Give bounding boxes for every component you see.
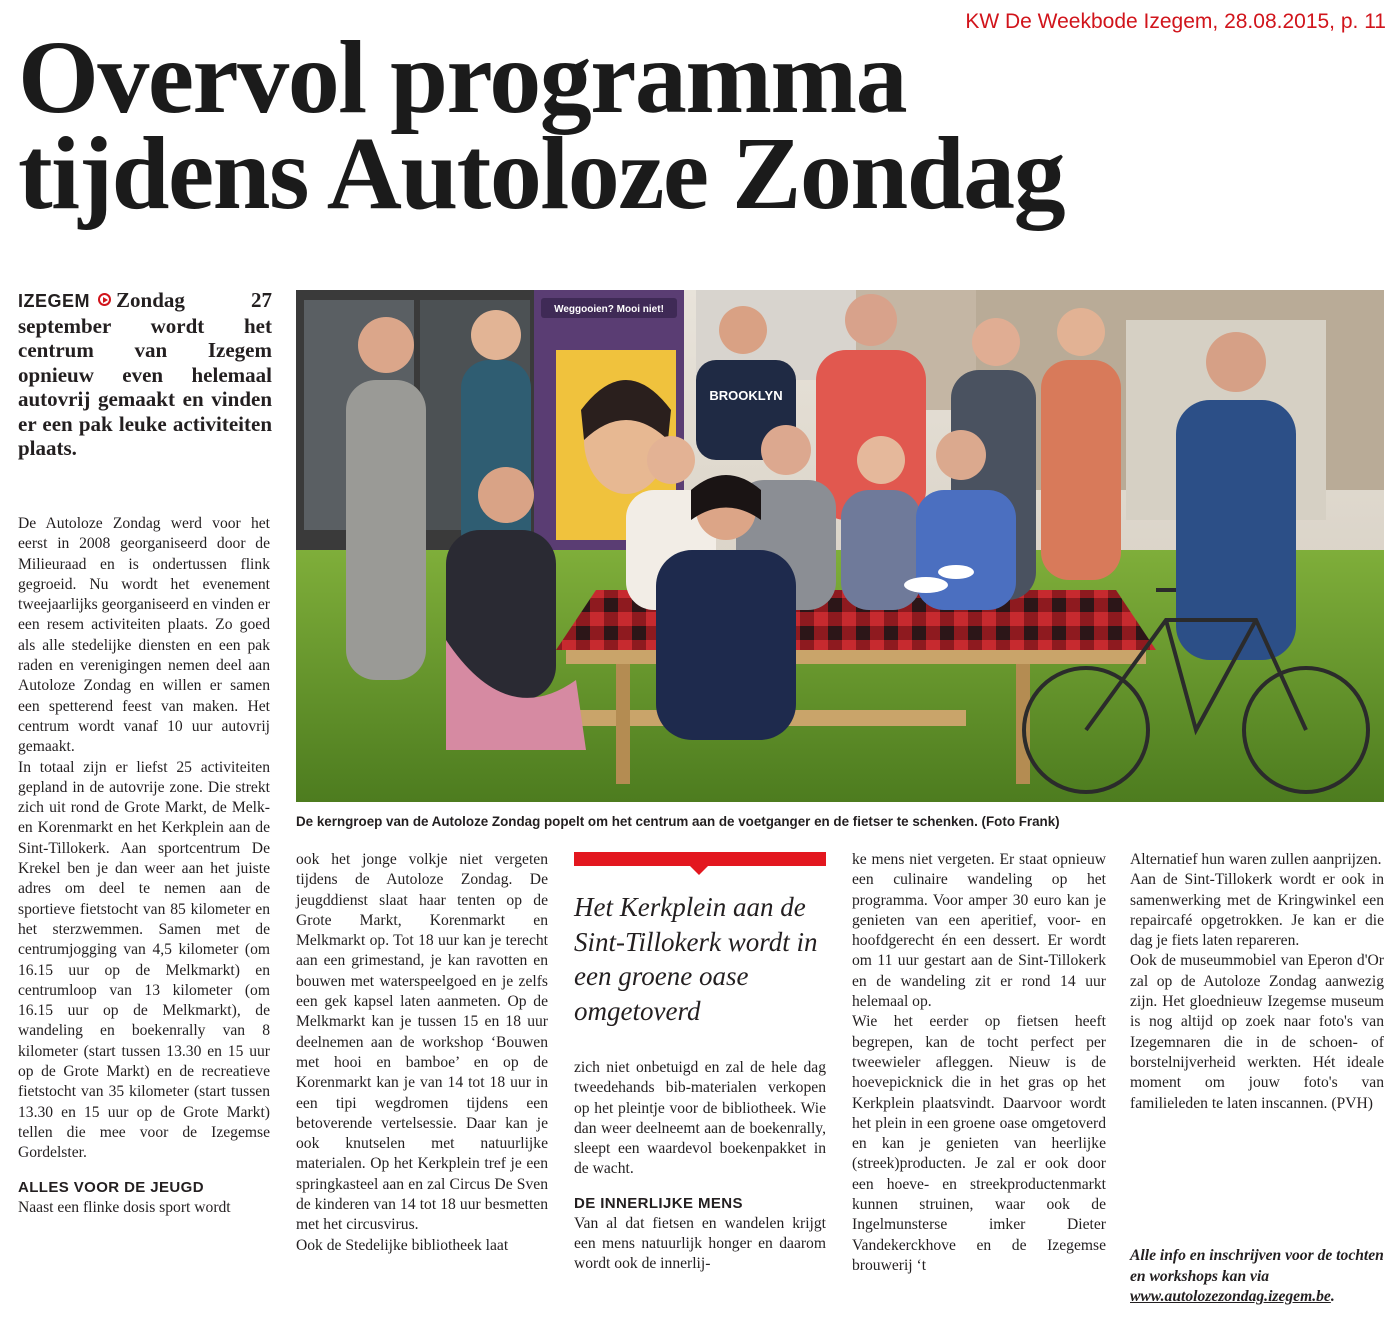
paragraph: ook het jonge volkje niet vergeten tijdens de Autoloze Zondag. De jeugddienst slaat haar tenten op de Grote Markt, Korenmarkt en Melkmarkt op. Tot 18 uur kan je terecht aan een grimestand, je kan ravotten en bouwen met waterspeelgoed en je zelfs een gek kapsel laten aanmeten. Op de Melkmarkt kan je tussen 15 en 18 uur deelnemen aan de workshop ‘Bouwen met hooi en bamboe’ en op de Korenmarkt kan je van 14 tot 18 uur in een tipi wegdromen tijdens een betoverende vertelsessie. Daar kan je ook knutselen met natuurlijke materialen. Op het Kerkplein tref je een springkasteel aan en zal Circus De Sven de kinderen van 14 tot 18 uur besmetten met het circusvirus. (296, 851, 548, 1234)
info-link[interactable]: www.autolozezondag.izegem.be (1130, 1288, 1331, 1305)
subheading-youth: ALLES VOOR DE JEUGD (18, 1178, 204, 1196)
subheading-inner-man: DE INNERLIJKE MENS (574, 1194, 743, 1212)
play-arrow-icon (98, 293, 111, 306)
info-box (1130, 1246, 1384, 1308)
paragraph: Ook de Stedelijke bibliotheek laat (296, 1236, 509, 1254)
pullquote: Het Kerkplein aan de Sint-Tillokerk wordt in een groene oase omgetoverd (574, 892, 818, 1026)
intro-lead (18, 288, 272, 461)
article-column-5 (1130, 850, 1384, 1114)
paragraph: Aan de Sint-Tillokerk wordt er ook in samenwerking met de Kringwinkel een repaircafé opgetrokken. Je kan er die dag je fiets laten repareren. (1130, 871, 1384, 950)
intro-text: Zondag 27 september wordt het centrum van Izegem opnieuw even helemaal autovrij gemaakt en vinden er een pak leuke activiteiten plaats. (18, 288, 272, 460)
pullquote-notch (690, 866, 708, 875)
info-text: Alle info en inschrijven voor de tochten en workshops kan via (1130, 1247, 1384, 1285)
paragraph: Ook de museummobiel van Eperon d'Or zal op de Autoloze Zondag aanwezig zijn. Het gloednieuw Izegemse museum is nog altijd op zoek naar foto's van Izegemnaren die in de schoen- of borstelnijverheid werkten. Hét ideale moment om jouw foto's van familieleden te laten inscannen. (PVH) (1130, 952, 1384, 1112)
article-photo (296, 290, 1384, 802)
shirt-text: BROOKLYN (709, 388, 783, 403)
paragraph: zich niet onbetuigd en zal de hele dag tweedehands bib-materialen verkopen op het pleintje voor de bibliotheek. Wie dan weer deelneemt aan de boekenrally, sleept een waardevol boekenpakket in de wacht. (574, 1059, 826, 1178)
paragraph: ke mens niet vergeten. Er staat opnieuw een culinaire wandeling op het programma. Voor amper 30 euro kan je genieten van een aperitief, voor- en hoofdgerecht én een dessert. Er wordt om 11 uur gestart aan de Sint-Tillokerk en de wandeling zit er rond 14 uur helemaal op. (852, 851, 1106, 1011)
pullquote-bar (574, 852, 826, 866)
paragraph: Van al dat fietsen en wandelen krijgt een mens natuurlijk honger en daarom wordt ook de innerlij- (574, 1214, 826, 1273)
group-photo (296, 290, 1384, 802)
paragraph: Alternatief hun waren zullen aanprijzen. (1130, 851, 1382, 868)
info-end: . (1330, 1288, 1335, 1305)
article-column-2 (296, 850, 548, 1256)
source-line: KW De Weekbode Izegem, 28.08.2015, p. 11 (965, 10, 1386, 33)
paragraph: Wie het eerder op fietsen heeft begrepen, kan de tocht perfect per tweewieler afleggen. Nieuw is de hoevepicknick die in het gras op het Kerkplein plaatsvindt. Daarvoor wordt het plein in een groene oase omgetoverd en kan je genieten van heerlijke (streek)producten. Je zal er ook door een hoeve- en streekproductenmarkt kunnen struinen, waar ook de Ingelmunsterse imker Dieter Vandekerckhove en de Izegemse brouwerij ‘t (852, 1013, 1106, 1274)
dateline-place: IZEGEM (18, 291, 91, 311)
article-column-4 (852, 850, 1106, 1276)
article-column-3 (574, 1058, 826, 1275)
paragraph: Naast een flinke dosis sport wordt (18, 1198, 231, 1216)
banner-text: Weggooien? Mooi niet! (554, 304, 664, 315)
paragraph: De Autoloze Zondag werd voor het eerst in 2008 georganiseerd door de Milieuraad en is ondertussen flink gegroeid. Nu wordt het evenement tweejaarlijks georganiseerd en vinden er een resem activiteiten plaats. Zo goed als alle stedelijke diensten en een pak raden en verenigingen nemen deel aan Autoloze Zondag en willen er samen een spetterend feest van maken. Het centrum wordt vanaf 10 uur autovrij gemaakt. (18, 515, 270, 756)
headline-line-1: Overvol programma (18, 20, 907, 135)
headline-line-2: tijdens Autoloze Zondag (18, 116, 1065, 231)
paragraph: In totaal zijn er liefst 25 activiteiten gepland in de autovrije zone. Die strekt zich uit rond de Grote Markt, de Melk- en Korenmarkt en het Kerkplein aan de Sint-Tillokerk. Aan sportcentrum De Krekel ben je dan weer aan het juiste adres om deel te nemen aan de sportieve fietstocht van 85 kilometer en het sterzwemmen. Samen met de centrumjogging van 4,5 kilometer (om 16.15 uur op de Melkmarkt) en centrumloop van 13 kilometer (om 16.15 uur op de Melkmarkt), de wandeling en boekenrally van 8 kilometer (start tussen 13.30 en 15 uur op de Grote Markt) en de recreatieve fietstocht van 35 kilometer (start tussen 13.30 en 15 uur op de Grote Markt) tellen die mee voor de Izegemse Gordelster. (18, 758, 270, 1162)
photo-caption: De kerngroep van de Autoloze Zondag popelt om het centrum aan de voetganger en de fietser te schenken. (Foto Frank) (296, 814, 1060, 829)
article-column-1 (18, 514, 270, 1218)
